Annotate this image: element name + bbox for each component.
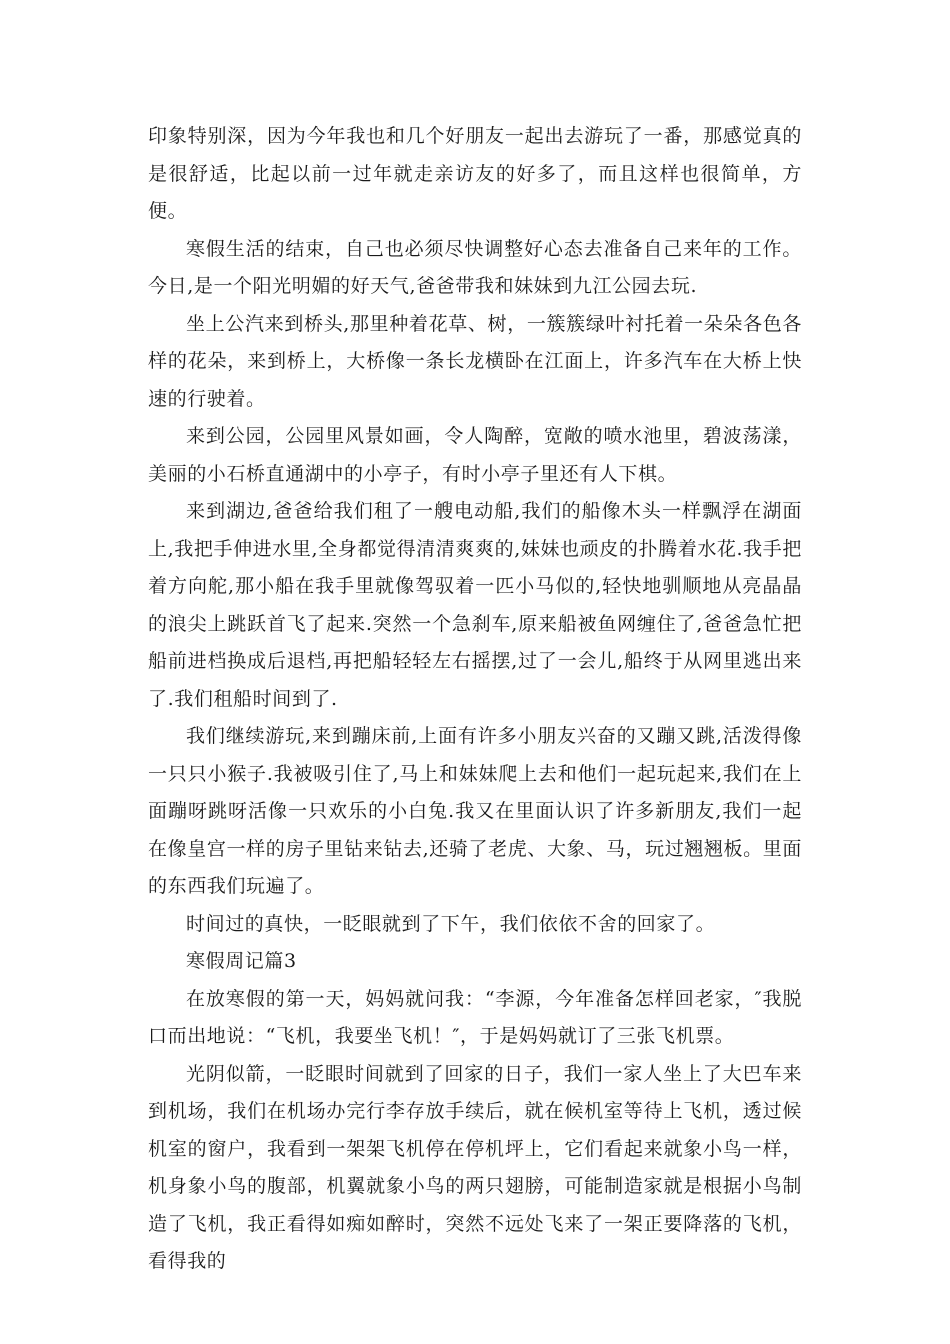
document-body: [148, 118, 802, 1281]
paragraph: 来到湖边,爸爸给我们租了一艘电动船,我们的船像木头一样飘浮在湖面上,我把手伸进水里,全身都觉得清清爽爽的,妹妹也顽皮的扑腾着水花.我手把着方向舵,那小船在我手里就像驾驭着一匹小马似的,轻快地驯顺地从亮晶晶的浪尖上跳跃首飞了起来.突然一个急刹车,原来船被鱼网缠住了,爸爸急忙把船前进档换成后退档,再把船轻轻左右摇摆,过了一会儿,船终于从网里逃出来了.我们租船时间到了.: [148, 500, 802, 710]
paragraph: 在放寒假的第一天，妈妈就问我：“李源，今年准备怎样回老家，″我脱口而出地说：“飞机，我要坐飞机！″，于是妈妈就订了三张飞机票。: [148, 987, 802, 1047]
paragraph: 来到公园，公园里风景如画，令人陶醉，宽敞的喷水池里，碧波荡漾，美丽的小石桥直通湖中的小亭子，有时小亭子里还有人下棋。: [148, 425, 802, 485]
paragraph-continued: 印象特别深，因为今年我也和几个好朋友一起出去游玩了一番，那感觉真的是很舒适，比起以前一过年就走亲访友的好多了，而且这样也很简单，方便。: [148, 125, 802, 222]
paragraph: 我们继续游玩,来到蹦床前,上面有许多小朋友兴奋的又蹦又跳,活泼得像一只只小猴子.我被吸引住了,马上和妹妹爬上去和他们一起玩起来,我们在上面蹦呀跳呀活像一只欢乐的小白兔.我又在里面认识了许多新朋友,我们一起在像皇宫一样的房子里钻来钻去,还骑了老虎、大象、马，玩过翘翘板。里面的东西我们玩遍了。: [148, 725, 802, 897]
paragraph: 时间过的真快，一眨眼就到了下午，我们依依不舍的回家了。: [186, 912, 716, 935]
paragraph: 寒假生活的结束，自己也必须尽快调整好心态去准备自己来年的工作。今日,是一个阳光明媚的好天气,爸爸带我和妹妹到九江公园去玩.: [148, 237, 802, 297]
paragraph: 光阴似箭，一眨眼时间就到了回家的日子，我们一家人坐上了大巴车来到机场，我们在机场办完行李存放手续后，就在候机室等待上飞机，透过候机室的窗户，我看到一架架飞机停在停机坪上，它们看起来就象小鸟一样，机身象小鸟的腹部，机翼就象小鸟的两只翅膀，可能制造家就是根据小鸟制造了飞机，我正看得如痴如醉时，突然不远处飞来了一架正要降落的飞机，看得我的: [148, 1062, 802, 1272]
section-heading: 寒假周记篇3: [186, 950, 297, 972]
paragraph: 坐上公汽来到桥头,那里种着花草、树，一簇簇绿叶衬托着一朵朵各色各样的花朵，来到桥上，大桥像一条长龙横卧在江面上，许多汽车在大桥上快速的行驶着。: [148, 312, 802, 410]
